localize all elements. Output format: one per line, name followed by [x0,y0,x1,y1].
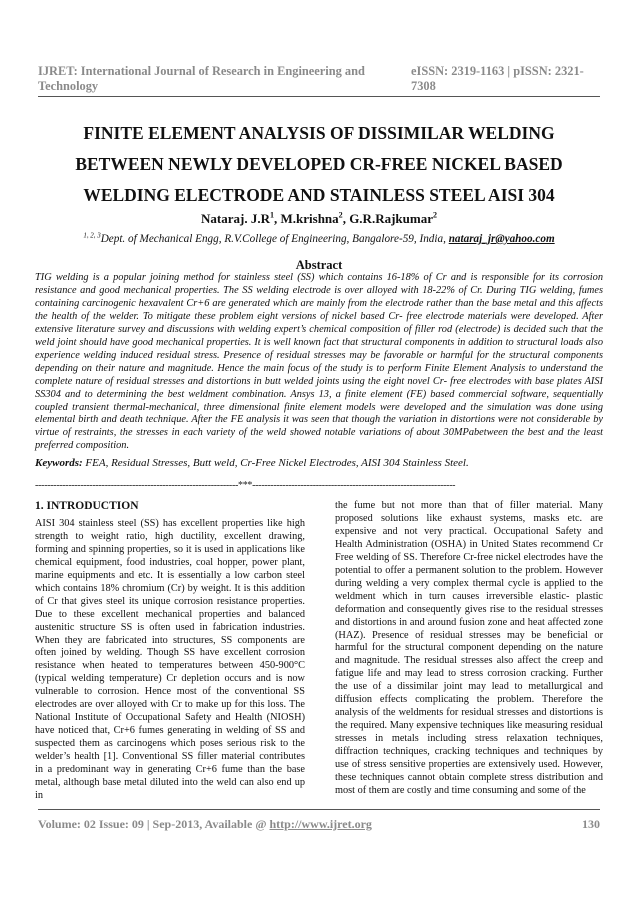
author-2-sup: 2 [338,210,343,220]
author-separator: , [274,211,281,226]
abstract-body: TIG welding is a popular joining method for stainless steel (SS) which contains 16-18% of Cr and is responsible for its corrosion resistance and good mechanical properties. The SS welding electrode is over alloyed with 18-22% of Cr. During TIG welding, fumes containing carcinogenic hexavalent Cr+6 are generated which are mainly from the electrode rather than the base metal and this affects the health of the welder. To mitigate these problem eight versions of nickel based Cr- free electrode materials were developed. After extensive literature survey and discussions with welding expert’s chemical composition of filler rod (electrode) is decided such that the weld joint should have good mechanical properties. It is well known fact that structural components in addition to structural loads also experience welding induced residual stress. Presence of residual stresses may be favorable or harmful for the structural components depending on their nature and magnitude. Hence the main focus of the study is to perform Finite Element Analysis to understand the complete nature of residual stresses and distortions in butt welded joints using the eight novel Cr- free electrodes with base plates AISI SS304 and to determining the best weldment combination. Ansys 13, a finite element (FE) based commercial software, sequentially coupled transient thermal-mechanical, three dimensional finite element models were developed and the simulation was done using elemental birth and death technique. After the FE analysis it was seen that though the variation in distortions were not considerable by virtue of restraints, the stresses in each variety of the weld showed notable variations of about 30MPabetween the best and the least preferred composition. [35,272,603,452]
paper-title: FINITE ELEMENT ANALYSIS OF DISSIMILAR WELDING BETWEEN NEWLY DEVELOPED CR-FREE NICKEL BASED WELDING ELECTRODE AND STAINLESS STEEL AISI 304 [75,123,563,205]
column-right [335,500,603,798]
keywords-label: Keywords: [35,457,83,469]
author-email[interactable]: nataraj_jr@yahoo.com [448,233,555,245]
section-divider: -------------------------------------------------------------------***------------------------------------------------------------------- [35,480,456,491]
keywords-text: FEA, Residual Stresses, Butt weld, Cr-Free Nickel Electrodes, AISI 304 Stainless Steel. [82,457,469,469]
issn: eISSN: 2319-1163 | pISSN: 2321-7308 [411,64,584,93]
journal-link[interactable]: http://www.ijret.org [269,817,372,831]
journal-name: IJRET: International Journal of Research in Engineering and Technology [38,64,365,93]
footer-rule [38,809,600,810]
keywords [35,457,603,469]
footer-info [38,817,372,832]
abstract-heading: Abstract [295,258,343,272]
header-rule [38,96,600,97]
running-header [38,64,600,94]
running-footer [38,817,600,832]
volume-info: Volume: 02 Issue: 09 | Sep-2013, Available @ [38,817,270,831]
page-number: 130 [582,817,600,831]
section-heading: 1. INTRODUCTION [35,500,139,512]
intro-paragraph-2: the fume but not more than that of filler material. Many proposed solutions like exhaust systems, masks etc. are expensive and not very practical. Occupational Safety and Health Administration (OSHA) in United States recommend Cr Free welding of SS. Therefore Cr-free nickel electrodes have the potential to offer a permanent solution to the problem. However during welding a very complex thermal cycle is applied to the weldment which in turn causes irreversible elastic- plastic deformation and consequently gives rise to the residual stresses and distortions in and around fusion zone and heat affected zone (HAZ). Presence of residual stresses may be beneficial or harmful for the structural component depending on the nature and magnitude. The residual stresses also affect the creep and fatigue life and may lead to stress corrosion cracking. Further the use of a dissimilar joint may lead to metallurgical and diffusion effects complicating the problem. Therefore the analysis of the weldments for residual stresses and distortions is the required. Many expensive techniques like measuring residual stresses in metals including stress relaxation techniques, diffraction techniques, cracking techniques and techniques by use of stress sensitive properties are extensively used. However, these techniques cannot obtain complete stress distribution and most of them are costly and time consuming and some of the [335,500,603,796]
author-list [0,211,638,227]
column-left [35,500,305,803]
author-2: M.krishna [280,211,339,226]
author-separator: , [342,211,350,226]
intro-paragraph-1: AISI 304 stainless steel (SS) has excellent properties like high strength to weight ratio, high ductility, excellent drawing, forming and spinning properties, so it is used in applications like chemical equipment, food industries, coal hopper, power plant, marine equipments and etc. It is essentially a low carbon steel which contains 18% chromium (Cr) by weight. It is this addition of Cr that gives steel its unique corrosion resistance properties. Due to these excellent mechanical properties and balanced austenitic structure SS is often used in fabrication industries. When they are fabricated into structures, SS components are often joined by welding. Though SS have excellent corrosion resistance when heated to temperatures between 450-900°C (typical welding temperature) Cr depletion occurs and is now vulnerable to corrosion. Hence most of the conventional SS electrodes are over alloyed with Cr to make up for this loss. The National Institute of Occupational Safety and Health (NIOSH) have noticed that, Cr+6 fumes generating in welding of SS and suspected them as carcinogens which poses serious risk to the welder’s health [1]. Conventional SS filler material contributes in a predominant way in generating Cr+6 fume than the base metal, although base metal diluted into the weld can also end up in [35,517,305,801]
affiliation [40,233,598,245]
author-1-sup: 1 [269,210,274,220]
author-1: Nataraj. J.R [201,211,270,226]
affiliation-text: Dept. of Mechanical Engg, R.V.College of Engineering, Bangalore-59, India, [100,233,449,245]
author-3: G.R.Rajkumar [349,211,433,226]
author-3-sup: 2 [432,210,437,220]
affiliation-sup: 1, 2, 3 [83,231,101,240]
